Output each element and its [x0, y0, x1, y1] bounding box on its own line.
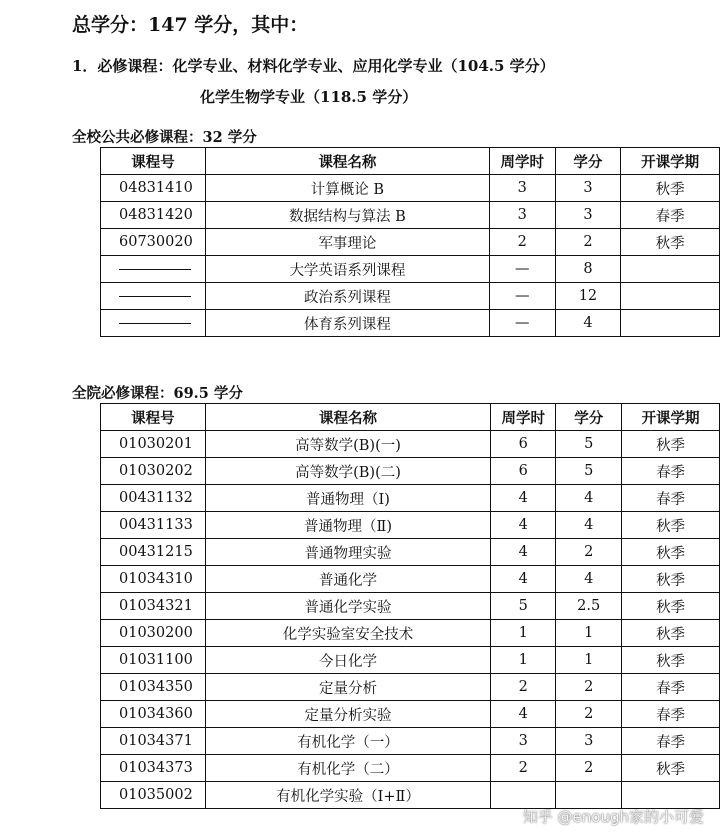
cell-term: 秋季: [622, 431, 720, 458]
cell-credits: 2: [556, 539, 622, 566]
table-row: [101, 431, 720, 458]
cell-name: 化学实验室安全技术: [205, 620, 490, 647]
table-row: [101, 485, 720, 512]
table-row: [101, 283, 720, 310]
cell-code: [101, 256, 206, 283]
cell-code: 01030202: [101, 458, 206, 485]
cell-name: 有机化学（二）: [205, 755, 490, 782]
section-title-school: 全院必修课程：69.5 学分: [72, 385, 243, 402]
table-row: [101, 310, 720, 337]
cell-code: 01035002: [101, 782, 206, 809]
placeholder-dash: [119, 269, 191, 270]
cell-name: 普通物理（Ⅰ): [205, 485, 490, 512]
col-header-name: 课程名称: [205, 404, 490, 431]
cell-name: 普通化学: [205, 566, 490, 593]
cell-code: 04831420: [101, 202, 206, 229]
table-row: [101, 229, 720, 256]
section-title-university: 全校公共必修课程：32 学分: [72, 129, 257, 146]
cell-hours: [491, 782, 556, 809]
placeholder-dash: [119, 323, 191, 324]
table-row: [101, 175, 720, 202]
cell-term: [621, 310, 720, 337]
cell-term: [621, 283, 720, 310]
cell-term: 秋季: [622, 620, 720, 647]
cell-name: 政治系列课程: [205, 283, 489, 310]
cell-name: 普通物理实验: [205, 539, 490, 566]
cell-hours: 1: [491, 620, 556, 647]
cell-hours: 6: [491, 431, 556, 458]
cell-hours: —: [489, 283, 555, 310]
cell-name: 数据结构与算法 B: [205, 202, 489, 229]
cell-code: 00431132: [101, 485, 206, 512]
cell-name: 军事理论: [205, 229, 489, 256]
cell-hours: 4: [491, 512, 556, 539]
cell-term: 春季: [622, 728, 720, 755]
cell-code: 01034371: [101, 728, 206, 755]
cell-credits: 4: [556, 512, 622, 539]
table-row: [101, 620, 720, 647]
cell-term: 秋季: [621, 229, 720, 256]
school-required-table: [100, 403, 720, 809]
cell-credits: 2: [556, 755, 622, 782]
cell-term: 春季: [622, 458, 720, 485]
cell-credits: 12: [555, 283, 621, 310]
col-header-term: 开课学期: [622, 404, 720, 431]
col-header-term: 开课学期: [621, 148, 720, 175]
cell-credits: 1: [556, 647, 622, 674]
col-header-code: 课程号: [101, 148, 206, 175]
placeholder-dash: [119, 296, 191, 297]
cell-credits: 2.5: [556, 593, 622, 620]
cell-credits: 4: [555, 310, 621, 337]
cell-hours: —: [489, 310, 555, 337]
table-row: [101, 674, 720, 701]
table-row: [101, 782, 720, 809]
table-header-row: [101, 148, 720, 175]
cell-term: 秋季: [622, 593, 720, 620]
cell-term: 秋季: [621, 175, 720, 202]
cell-code: 01034373: [101, 755, 206, 782]
university-required-table: [100, 147, 720, 337]
cell-hours: 3: [489, 202, 555, 229]
cell-credits: 2: [555, 229, 621, 256]
col-header-name: 课程名称: [205, 148, 489, 175]
table-row: [101, 593, 720, 620]
cell-code: 01034360: [101, 701, 206, 728]
cell-term: 秋季: [622, 566, 720, 593]
cell-code: 00431215: [101, 539, 206, 566]
cell-name: 有机化学实验（Ⅰ+Ⅱ）: [205, 782, 490, 809]
cell-credits: 4: [556, 566, 622, 593]
cell-credits: 2: [556, 674, 622, 701]
table-row: [101, 539, 720, 566]
cell-hours: 4: [491, 539, 556, 566]
cell-code: 01031100: [101, 647, 206, 674]
cell-term: 秋季: [622, 512, 720, 539]
cell-code: [101, 283, 206, 310]
cell-hours: 3: [489, 175, 555, 202]
cell-hours: 2: [491, 674, 556, 701]
cell-term: 秋季: [622, 755, 720, 782]
cell-term: [622, 782, 720, 809]
required-courses-subheading: 化学生物学专业（118.5 学分）: [200, 88, 418, 106]
cell-term: 秋季: [622, 539, 720, 566]
cell-credits: 3: [555, 175, 621, 202]
cell-hours: 4: [491, 566, 556, 593]
total-credits-heading: 总学分：147 学分，其中：: [72, 14, 309, 36]
cell-hours: 4: [491, 485, 556, 512]
cell-name: 普通化学实验: [205, 593, 490, 620]
table-row: [101, 647, 720, 674]
cell-credits: 2: [556, 701, 622, 728]
cell-name: 定量分析: [205, 674, 490, 701]
col-header-credits: 学分: [556, 404, 622, 431]
cell-name: 高等数学(B)(一): [205, 431, 490, 458]
cell-credits: 3: [556, 728, 622, 755]
table-row: [101, 755, 720, 782]
table-row: [101, 512, 720, 539]
cell-name: 高等数学(B)(二): [205, 458, 490, 485]
cell-code: 01030200: [101, 620, 206, 647]
cell-credits: 5: [556, 458, 622, 485]
table-row: [101, 202, 720, 229]
cell-term: 春季: [621, 202, 720, 229]
cell-term: 春季: [622, 701, 720, 728]
cell-name: 今日化学: [205, 647, 490, 674]
cell-credits: 8: [555, 256, 621, 283]
table-row: [101, 566, 720, 593]
cell-credits: [556, 782, 622, 809]
table-row: [101, 701, 720, 728]
cell-name: 普通物理（Ⅱ): [205, 512, 490, 539]
col-header-hours: 周学时: [489, 148, 555, 175]
col-header-code: 课程号: [101, 404, 206, 431]
cell-name: 计算概论 B: [205, 175, 489, 202]
table-row: [101, 458, 720, 485]
cell-hours: 1: [491, 647, 556, 674]
cell-name: 大学英语系列课程: [205, 256, 489, 283]
cell-code: 01034310: [101, 566, 206, 593]
watermark: 知乎 @enough家的小可爱: [522, 808, 704, 826]
cell-code: 00431133: [101, 512, 206, 539]
cell-hours: —: [489, 256, 555, 283]
cell-hours: 2: [489, 229, 555, 256]
cell-term: [621, 256, 720, 283]
cell-term: 春季: [622, 674, 720, 701]
cell-name: 有机化学（一）: [205, 728, 490, 755]
cell-code: 04831410: [101, 175, 206, 202]
cell-hours: 6: [491, 458, 556, 485]
col-header-credits: 学分: [555, 148, 621, 175]
cell-name: 定量分析实验: [205, 701, 490, 728]
cell-name: 体育系列课程: [205, 310, 489, 337]
cell-code: 01030201: [101, 431, 206, 458]
cell-code: 01034350: [101, 674, 206, 701]
cell-term: 秋季: [622, 647, 720, 674]
required-courses-heading: 1．必修课程：化学专业、材料化学专业、应用化学专业（104.5 学分）: [72, 57, 555, 75]
cell-credits: 4: [556, 485, 622, 512]
table-row: [101, 256, 720, 283]
cell-hours: 2: [491, 755, 556, 782]
col-header-hours: 周学时: [491, 404, 556, 431]
cell-credits: 1: [556, 620, 622, 647]
cell-code: 01034321: [101, 593, 206, 620]
cell-term: 春季: [622, 485, 720, 512]
cell-hours: 5: [491, 593, 556, 620]
cell-code: [101, 310, 206, 337]
cell-code: 60730020: [101, 229, 206, 256]
table-row: [101, 728, 720, 755]
cell-credits: 5: [556, 431, 622, 458]
cell-hours: 4: [491, 701, 556, 728]
cell-hours: 3: [491, 728, 556, 755]
table-header-row: [101, 404, 720, 431]
cell-credits: 3: [555, 202, 621, 229]
